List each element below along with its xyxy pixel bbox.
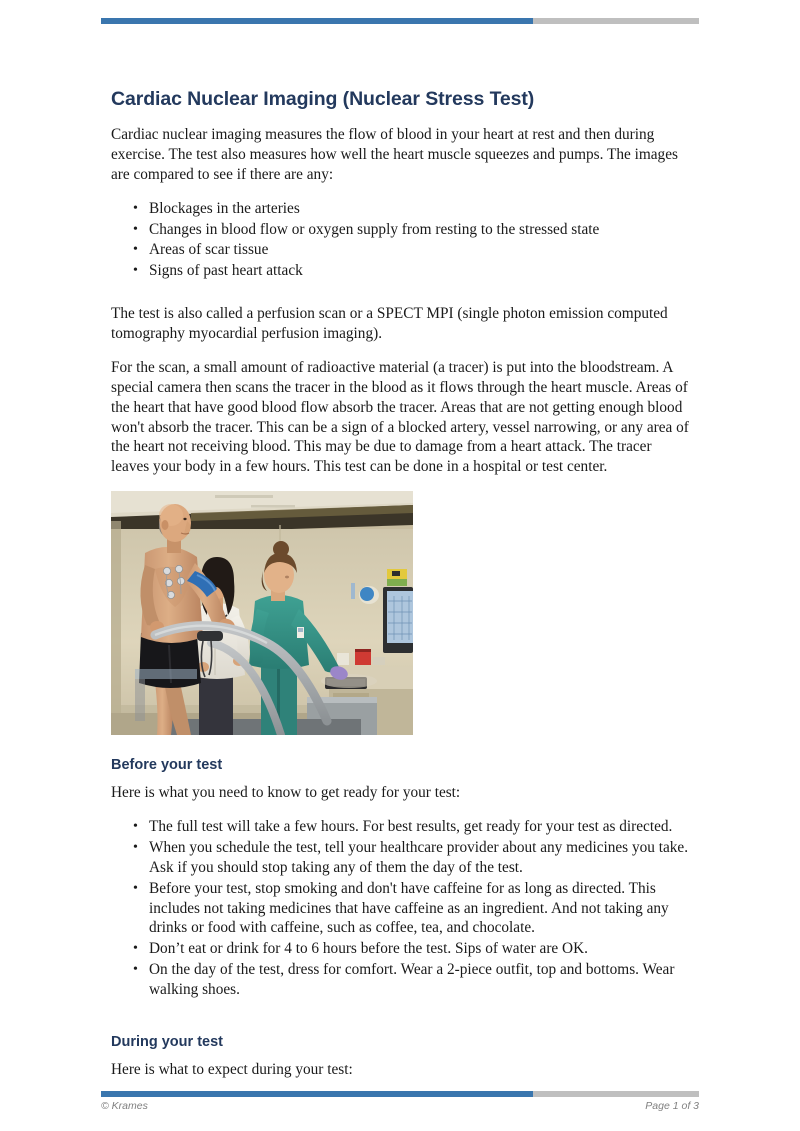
page-title: Cardiac Nuclear Imaging (Nuclear Stress Test) [111, 88, 535, 110]
spacer [111, 295, 691, 304]
header-rule [101, 18, 699, 24]
footer-rule [101, 1091, 699, 1097]
list-item: • Blockages in the arteries [149, 199, 691, 219]
intro-paragraph: Cardiac nuclear imaging measures the flow of blood in your heart at rest and then during exercise. The test also measures how well the heart muscle squeezes and pumps. The images are compared to see if there are any: [111, 126, 678, 183]
list-item: • When you schedule the test, tell your healthcare provider about any medicines you take. Ask if you should stop taking any of them the day of the test. [149, 838, 691, 878]
page-footer [101, 1100, 699, 1112]
document-content [111, 88, 691, 1094]
during-lead-text: Here is what to expect during your test: [111, 1060, 353, 1078]
footer-copyright: © Krames [101, 1100, 148, 1112]
header-rule-gray-segment [533, 18, 699, 24]
stress-test-photo-illustration [111, 491, 413, 735]
list-item: • Areas of scar tissue [149, 240, 691, 260]
footer-rule-gray-segment [533, 1091, 699, 1097]
intro-bullet-list [111, 199, 691, 282]
section-heading-during: During your test [111, 1033, 223, 1050]
footer-rule-blue-segment [101, 1091, 533, 1097]
stress-test-photo [111, 491, 413, 735]
section-heading-before: Before your test [111, 757, 223, 774]
list-item: • The full test will take a few hours. For best results, get ready for your test as directed. [149, 817, 691, 837]
scan-description-paragraph: For the scan, a small amount of radioactive material (a tracer) is put into the bloodstream. A special camera then scans the tracer in the blood as it flows through the heart muscle. Areas of the heart that have good blood flow absorb the tracer. Areas that are not getting enough blood won't absorb the tracer. This can be a sign of a blocked artery, vessel narrowing, or any area of the heart not receiving blood. This may be due to damage from a heart attack. The tracer leaves your body in a few hours. This test can be done in a hospital or test center. [111, 358, 689, 476]
header-rule-blue-segment [101, 18, 533, 24]
before-bullet-list [111, 817, 691, 1000]
list-item: • Signs of past heart attack [149, 261, 691, 281]
list-item: • Before your test, stop smoking and don't have caffeine for as long as directed. This includes not taking medicines that have caffeine as an ingredient. And not taking any drinks or food with caffeine, such as coffee, tea, and chocolate. [149, 879, 691, 939]
before-lead-text: Here is what you need to know to get ready for your test: [111, 784, 461, 802]
list-item: • Don’t eat or drink for 4 to 6 hours before the test. Sips of water are OK. [149, 939, 691, 959]
footer-page-number: Page 1 of 3 [645, 1100, 699, 1112]
list-item: • On the day of the test, dress for comfort. Wear a 2-piece outfit, top and bottoms. Wear walking shoes. [149, 960, 691, 1000]
spacer [111, 1014, 691, 1034]
list-item: • Changes in blood flow or oxygen supply from resting to the stressed state [149, 220, 691, 240]
alt-name-paragraph: The test is also called a perfusion scan or a SPECT MPI (single photon emission computed tomography myocardial perfusion imaging). [111, 305, 668, 342]
